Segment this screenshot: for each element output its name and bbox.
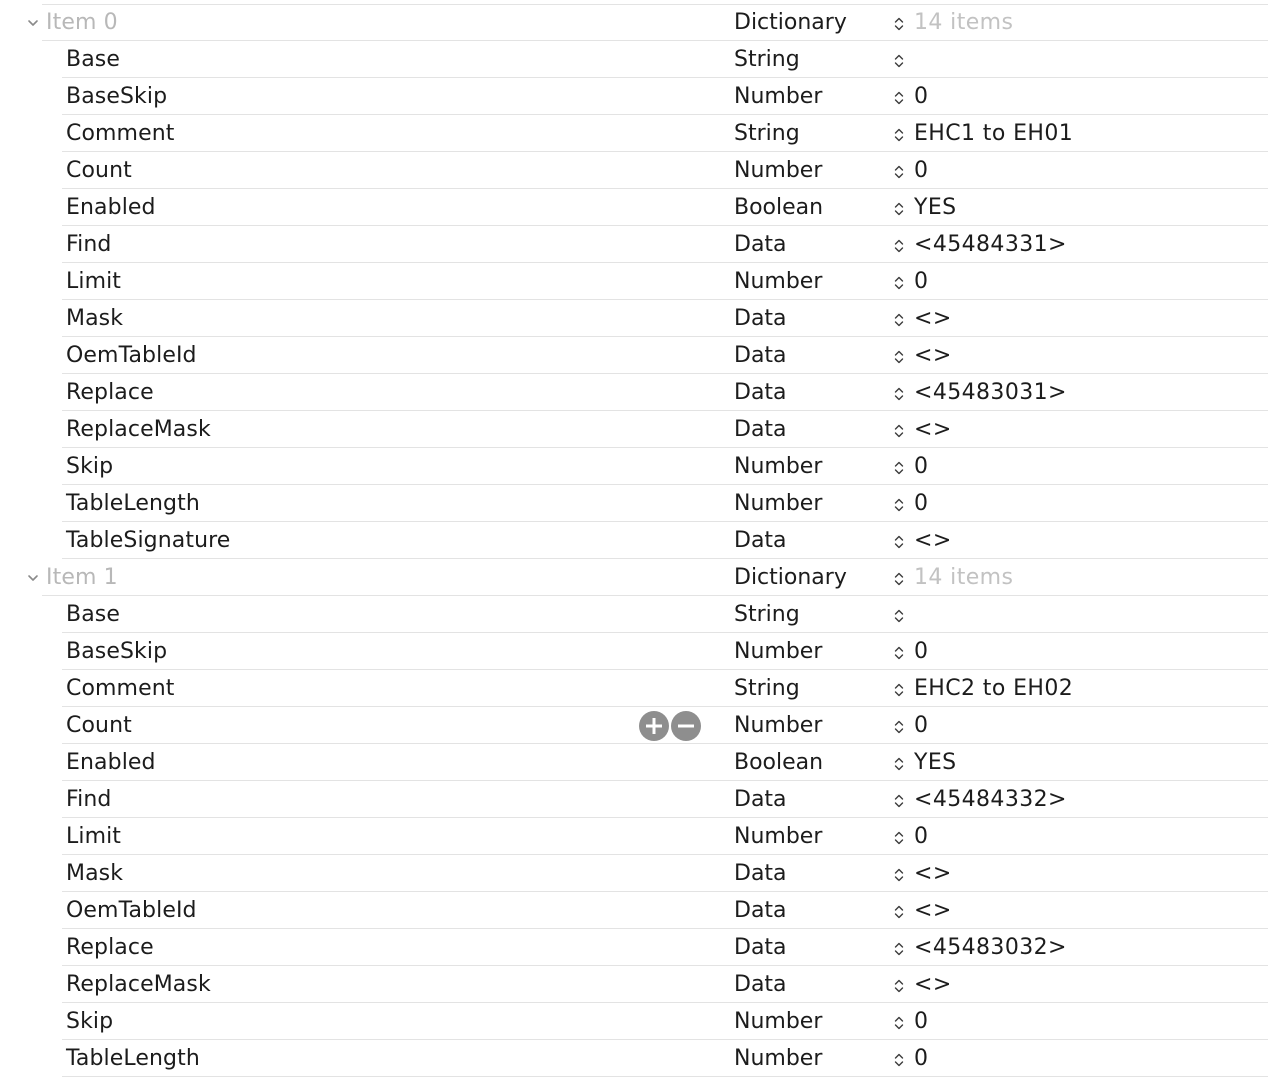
up-down-stepper-icon[interactable] <box>893 460 905 476</box>
up-down-stepper-icon[interactable] <box>893 238 905 254</box>
row-type[interactable]: Number <box>734 1009 823 1034</box>
entry-row-comment[interactable] <box>0 115 1268 152</box>
entry-row-tablelength[interactable] <box>0 485 1268 522</box>
up-down-stepper-icon[interactable] <box>893 830 905 846</box>
up-down-stepper-icon[interactable] <box>893 756 905 772</box>
row-type[interactable]: Data <box>734 417 787 442</box>
row-value[interactable]: <45483032> <box>914 935 1067 960</box>
row-value[interactable]: 0 <box>914 824 929 849</box>
row-separator <box>62 1076 1268 1077</box>
row-type[interactable]: Boolean <box>734 195 824 220</box>
row-type[interactable]: Data <box>734 898 787 923</box>
row-value[interactable]: YES <box>914 195 957 220</box>
row-value[interactable]: 0 <box>914 158 929 183</box>
row-type[interactable]: Data <box>734 787 787 812</box>
up-down-stepper-icon[interactable] <box>893 682 905 698</box>
dictionary-row-item-1[interactable] <box>0 559 1268 596</box>
row-key[interactable]: TableLength <box>66 1046 200 1071</box>
entry-row-find[interactable] <box>0 781 1268 818</box>
row-key[interactable]: Base <box>66 602 120 627</box>
row-key[interactable]: Count <box>66 713 132 738</box>
row-value[interactable]: <45483031> <box>914 380 1067 405</box>
up-down-stepper-icon[interactable] <box>893 127 905 143</box>
row-value[interactable]: <> <box>914 417 952 442</box>
row-key[interactable]: TableSignature <box>66 528 231 553</box>
row-type[interactable]: Data <box>734 528 787 553</box>
row-key[interactable]: Skip <box>66 1009 114 1034</box>
row-key[interactable]: Find <box>66 787 112 812</box>
entry-row-enabled[interactable] <box>0 744 1268 781</box>
up-down-stepper-icon[interactable] <box>893 1052 905 1068</box>
row-value[interactable]: 0 <box>914 1009 929 1034</box>
row-value[interactable]: <> <box>914 972 952 997</box>
row-key[interactable]: Enabled <box>66 195 156 220</box>
row-key[interactable]: Limit <box>66 269 122 294</box>
up-down-stepper-icon[interactable] <box>893 90 905 106</box>
up-down-stepper-icon[interactable] <box>893 978 905 994</box>
row-type[interactable]: Number <box>734 84 823 109</box>
row-value[interactable]: YES <box>914 750 957 775</box>
row-key[interactable]: TableLength <box>66 491 200 516</box>
row-key[interactable]: Item 0 <box>46 10 118 35</box>
row-type[interactable]: Data <box>734 343 787 368</box>
entry-row-replace[interactable] <box>0 929 1268 966</box>
entry-row-find[interactable] <box>0 226 1268 263</box>
row-type[interactable]: Dictionary <box>734 10 847 35</box>
up-down-stepper-icon[interactable] <box>893 534 905 550</box>
entry-row-base[interactable] <box>0 41 1268 78</box>
entry-row-replacemask[interactable] <box>0 966 1268 1003</box>
entry-row-tablelength[interactable] <box>0 1040 1268 1077</box>
entry-row-tablesignature[interactable] <box>0 522 1268 559</box>
row-key[interactable]: ReplaceMask <box>66 417 211 442</box>
entry-row-limit[interactable] <box>0 263 1268 300</box>
chevron-down-icon[interactable] <box>26 16 40 30</box>
row-key[interactable]: Skip <box>66 454 114 479</box>
row-value[interactable]: 0 <box>914 639 929 664</box>
entry-row-oemtableid[interactable] <box>0 337 1268 374</box>
row-type[interactable]: Data <box>734 861 787 886</box>
row-value[interactable]: 0 <box>914 454 929 479</box>
up-down-stepper-icon[interactable] <box>893 941 905 957</box>
up-down-stepper-icon[interactable] <box>893 867 905 883</box>
row-type[interactable]: Number <box>734 158 823 183</box>
up-down-stepper-icon[interactable] <box>893 645 905 661</box>
entry-row-mask[interactable] <box>0 855 1268 892</box>
entry-row-oemtableid[interactable] <box>0 892 1268 929</box>
add-row-button[interactable] <box>639 711 669 741</box>
row-value[interactable]: <45484332> <box>914 787 1067 812</box>
up-down-stepper-icon[interactable] <box>893 16 905 32</box>
row-key[interactable]: Enabled <box>66 750 156 775</box>
row-value[interactable]: 0 <box>914 269 929 294</box>
row-key[interactable]: Count <box>66 158 132 183</box>
entry-row-count[interactable] <box>0 707 1268 744</box>
row-type[interactable]: Data <box>734 935 787 960</box>
entry-row-replacemask[interactable] <box>0 411 1268 448</box>
row-type[interactable]: Data <box>734 380 787 405</box>
row-key[interactable]: ReplaceMask <box>66 972 211 997</box>
up-down-stepper-icon[interactable] <box>893 201 905 217</box>
dictionary-row-item-0[interactable] <box>0 4 1268 41</box>
row-key[interactable]: Item 1 <box>46 565 118 590</box>
row-type[interactable]: Data <box>734 972 787 997</box>
row-type[interactable]: Boolean <box>734 750 824 775</box>
row-key[interactable]: Base <box>66 47 120 72</box>
row-type[interactable]: Number <box>734 454 823 479</box>
row-type[interactable]: Number <box>734 269 823 294</box>
row-value: 14 items <box>914 565 1014 590</box>
entry-row-baseskip[interactable] <box>0 633 1268 670</box>
up-down-stepper-icon[interactable] <box>893 312 905 328</box>
row-key[interactable]: Mask <box>66 861 124 886</box>
up-down-stepper-icon[interactable] <box>893 349 905 365</box>
plus-circle-icon <box>639 711 669 741</box>
row-key[interactable]: BaseSkip <box>66 639 168 664</box>
chevron-down-icon[interactable] <box>26 571 40 585</box>
row-key[interactable]: Comment <box>66 121 175 146</box>
row-key[interactable]: Find <box>66 232 112 257</box>
row-type[interactable]: Dictionary <box>734 565 847 590</box>
entry-row-skip[interactable] <box>0 1003 1268 1040</box>
up-down-stepper-icon[interactable] <box>893 423 905 439</box>
up-down-stepper-icon[interactable] <box>893 386 905 402</box>
row-type[interactable]: String <box>734 121 800 146</box>
row-type[interactable]: Number <box>734 713 823 738</box>
remove-row-button[interactable] <box>671 711 701 741</box>
row-value[interactable]: <> <box>914 306 952 331</box>
row-key[interactable]: BaseSkip <box>66 84 168 109</box>
row-value[interactable]: 0 <box>914 84 929 109</box>
up-down-stepper-icon[interactable] <box>893 571 905 587</box>
row-value[interactable]: <45484331> <box>914 232 1067 257</box>
entry-row-enabled[interactable] <box>0 189 1268 226</box>
row-value[interactable]: EHC2 to EH02 <box>914 676 1074 701</box>
up-down-stepper-icon[interactable] <box>893 275 905 291</box>
row-value[interactable]: 0 <box>914 491 929 516</box>
up-down-stepper-icon[interactable] <box>893 53 905 69</box>
row-value[interactable]: <> <box>914 861 952 886</box>
minus-circle-icon <box>671 711 701 741</box>
entry-row-base[interactable] <box>0 596 1268 633</box>
entry-row-count[interactable] <box>0 152 1268 189</box>
entry-row-baseskip[interactable] <box>0 78 1268 115</box>
up-down-stepper-icon[interactable] <box>893 1015 905 1031</box>
up-down-stepper-icon[interactable] <box>893 497 905 513</box>
row-type[interactable]: String <box>734 47 800 72</box>
row-value[interactable]: <> <box>914 898 952 923</box>
row-value[interactable]: <> <box>914 528 952 553</box>
row-key[interactable]: Comment <box>66 676 175 701</box>
row-type[interactable]: Number <box>734 1046 823 1071</box>
row-value[interactable]: <> <box>914 343 952 368</box>
row-key[interactable]: OemTableId <box>66 343 197 368</box>
row-key[interactable]: Limit <box>66 824 122 849</box>
row-value: 14 items <box>914 10 1014 35</box>
entry-row-replace[interactable] <box>0 374 1268 411</box>
row-type[interactable]: String <box>734 676 800 701</box>
entry-row-limit[interactable] <box>0 818 1268 855</box>
up-down-stepper-icon[interactable] <box>893 164 905 180</box>
row-key[interactable]: OemTableId <box>66 898 197 923</box>
row-type[interactable]: String <box>734 602 800 627</box>
up-down-stepper-icon[interactable] <box>893 904 905 920</box>
row-key[interactable]: Replace <box>66 935 154 960</box>
row-value[interactable]: 0 <box>914 1046 929 1071</box>
row-value[interactable]: EHC1 to EH01 <box>914 121 1074 146</box>
entry-row-comment[interactable] <box>0 670 1268 707</box>
row-type[interactable]: Data <box>734 232 787 257</box>
row-type[interactable]: Number <box>734 491 823 516</box>
row-key[interactable]: Mask <box>66 306 124 331</box>
up-down-stepper-icon[interactable] <box>893 719 905 735</box>
entry-row-skip[interactable] <box>0 448 1268 485</box>
up-down-stepper-icon[interactable] <box>893 608 905 624</box>
row-value[interactable]: 0 <box>914 713 929 738</box>
row-type[interactable]: Number <box>734 824 823 849</box>
up-down-stepper-icon[interactable] <box>893 793 905 809</box>
row-type[interactable]: Data <box>734 306 787 331</box>
row-key[interactable]: Replace <box>66 380 154 405</box>
entry-row-mask[interactable] <box>0 300 1268 337</box>
row-type[interactable]: Number <box>734 639 823 664</box>
